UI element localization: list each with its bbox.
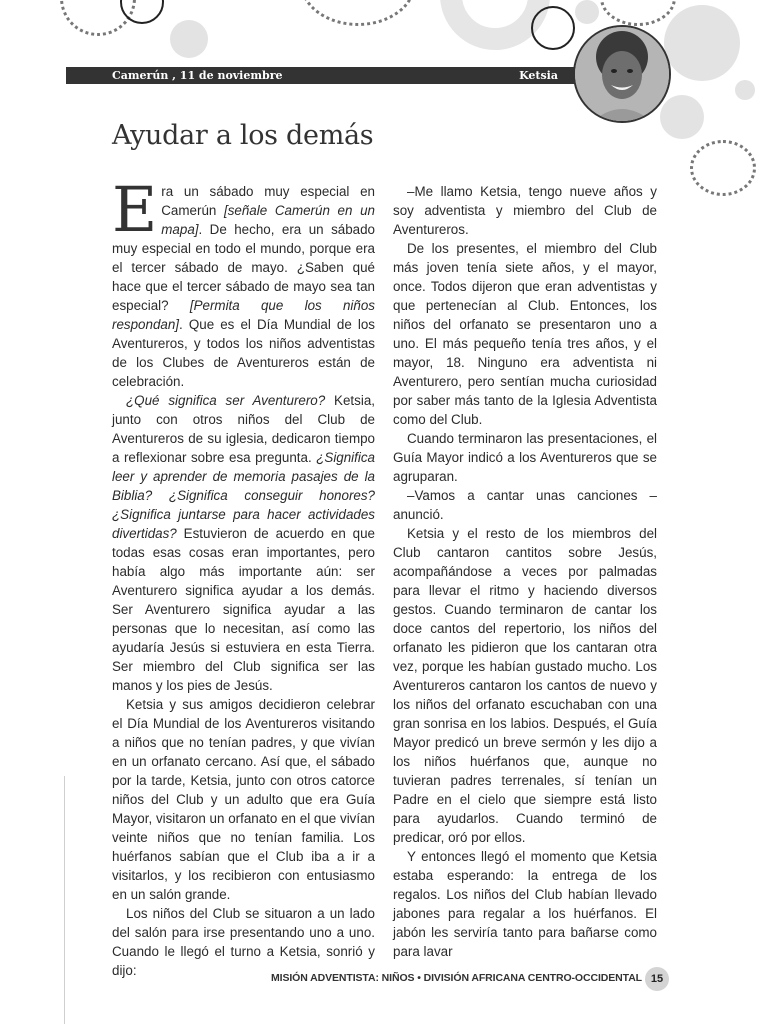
question-text: ¿Significa leer y aprender de memoria pasajes de la Biblia? ¿Significa conseguir honores? ¿Significa juntarse para hacer actividades divertidas? <box>112 450 375 541</box>
text-run: . De hecho, era un sábado muy especial en todo el mundo, porque era el tercer sábado de mayo. ¿Saben qué hace que el tercer sábado de mayo sea tan especial? <box>112 222 375 313</box>
paragraph <box>112 173 376 391</box>
instruction-text: [señale Camerún en un mapa] <box>161 203 376 237</box>
decorative-dotted-arc <box>600 0 676 26</box>
portrait-illustration <box>575 27 669 121</box>
decorative-circle <box>575 0 599 24</box>
paragraph: De los presentes, el miembro del Club más joven tenía siete años, y el mayor, once. Todos dijeron que eran adventistas y que pertenecían al Club. Entonces, los niños del orfanato se presentaron uno a uno. El más pequeño tenía tres años, y el mayor, 18. Ninguno era adventista ni Aventurero, pero sentían mucha curiosidad por saber más tanto de la Iglesia Adventista como del Club. <box>393 241 657 427</box>
paragraph: Ketsia y el resto de los miembros del Club cantaron cantitos sobre Jesús, acompañándose a veces por palmadas para llevar el ritmo y haciendo diversos gestos. Cuando terminaron de cantar los doce cantos del repertorio, los niños del orfanato les pidieron que los cantaran otra vez, porque les habían gustado mucho. Los Aventureros cantaron los cantos de nuevo y los niños del orfanato escuchaban con una gran sonrisa en los labios. Después, el Guía Mayor predicó un breve sermón y les dijo a los niños huérfanos que, aunque no tuvieran padres terrenales, sí tenían un Padre en el cielo que siempre está listo para ayudarlos. Cuando terminó de predicar, oró por ellos. <box>393 526 657 845</box>
page-number: 15 <box>645 967 669 991</box>
right-column <box>393 182 657 961</box>
decorative-circle <box>660 95 704 139</box>
page-title: Ayudar a los demás <box>112 120 374 151</box>
footer-text: MISIÓN ADVENTISTA: NIÑOS • DIVISIÓN AFRICANA CENTRO-OCCIDENTAL <box>270 972 642 984</box>
paragraph: Cuando terminaron las presentaciones, el Guía Mayor indicó a los Aventureros que se agruparan. <box>393 431 657 484</box>
instruction-text: [Permita que los niños respondan] <box>112 298 375 332</box>
header-name: Ketsia <box>519 69 558 82</box>
paragraph: Y entonces llegó el momento que Ketsia estaba esperando: la entrega de los regalos. Los niños del Club habían llevado jabones para regalar a los huérfanos. El jabón les serviría tanto para bañarse como para lavar <box>393 849 657 959</box>
text-run: Ketsia, junto con otros niños del Club de Aventureros de su iglesia, dedicaron tiempo a reflexionar sobre esa pregunta. <box>112 393 375 465</box>
margin-rule <box>64 776 65 1024</box>
paragraph <box>112 391 375 695</box>
paragraph: –Me llamo Ketsia, tengo nueve años y soy adventista y miembro del Club de Aventureros. <box>393 184 657 237</box>
decorative-ring <box>531 6 575 50</box>
header-location-date: Camerún , 11 de noviembre <box>112 69 283 82</box>
decorative-dotted-arc <box>690 140 756 196</box>
portrait-photo <box>573 25 671 123</box>
paragraph: Los niños del Club se situaron a un lado del salón para irse presentando uno a uno. Cuando le llegó el turno a Ketsia, sonrió y dijo: <box>112 906 375 978</box>
paragraph: Ketsia y sus amigos decidieron celebrar el Día Mundial de los Aventureros visitando a niños que no tenían padres, y que vivían en un orfanato cercano. Así que, el sábado por la tarde, Ketsia, junto con otros catorce niños del Club y un adulto que era Guía Mayor, visitaron un orfanato en el que vivían veinte niños que no tenían familia. Los huérfanos sabían que el Club iba a ir a visitarlos, y los recibieron con entusiasmo en un salón grande. <box>112 697 375 902</box>
text-run: . Que es el Día Mundial de los Aventureros, y todos los niños adventistas de los Clubes de Aventureros están de celebración. <box>112 317 375 389</box>
text-run: Estuvieron de acuerdo en que todas esas cosas eran importantes, pero había algo más importante aún: ser Aventurero significa ayudar a los demás. Ser Aventurero significa ayudar a las personas que lo necesitan, así como las ayudaría Jesús si estuviera en esta Tierra. Ser miembro del Club significa ser las manos y los pies de Jesús. <box>112 526 375 693</box>
drop-cap: E <box>112 173 158 246</box>
decorative-circle <box>735 80 755 100</box>
paragraph: –Vamos a cantar unas canciones –anunció. <box>393 488 657 522</box>
decorative-dotted-arc <box>300 0 416 26</box>
question-text: ¿Qué significa ser Aventurero? <box>126 393 326 408</box>
text-run: ra un sábado muy especial en Camerún <box>161 184 375 218</box>
decorative-circle <box>170 20 208 58</box>
left-column <box>112 173 376 980</box>
decorative-circle <box>664 5 740 81</box>
